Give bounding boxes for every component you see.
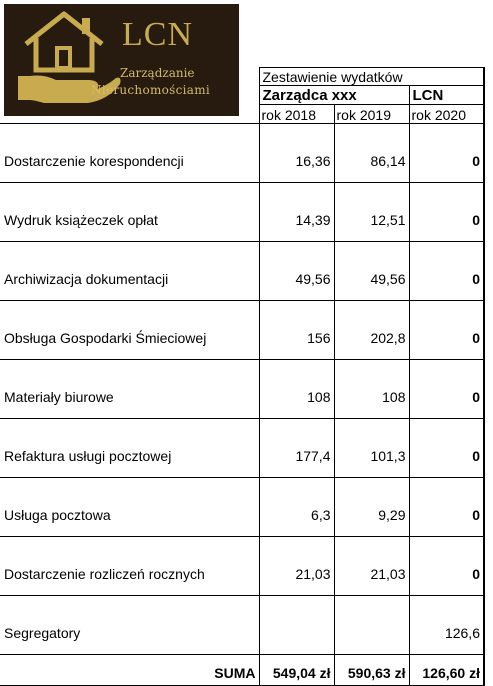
year-2018-header: rok 2018 bbox=[259, 105, 334, 124]
value-2019: 21,03 bbox=[334, 537, 409, 596]
group-current-manager: LCN bbox=[409, 86, 484, 105]
year-2019-header: rok 2019 bbox=[334, 105, 409, 124]
total-2019: 590,63 zł bbox=[334, 655, 409, 686]
table-row bbox=[0, 124, 484, 183]
row-label: Materiały biurowe bbox=[0, 360, 259, 419]
header-row-groups bbox=[0, 86, 484, 105]
row-label: Dostarczenie korespondencji bbox=[0, 124, 259, 183]
total-2018: 549,04 zł bbox=[259, 655, 334, 686]
table-row bbox=[0, 478, 484, 537]
value-2019: 12,51 bbox=[334, 183, 409, 242]
row-label: Refaktura usługi pocztowej bbox=[0, 419, 259, 478]
value-2019: 101,3 bbox=[334, 419, 409, 478]
value-2020: 0 bbox=[409, 124, 484, 183]
table-row bbox=[0, 419, 484, 478]
table-row bbox=[0, 596, 484, 655]
row-label: Usługa pocztowa bbox=[0, 478, 259, 537]
group-previous-manager: Zarządca xxx bbox=[259, 86, 409, 105]
expense-table bbox=[0, 67, 485, 686]
header-row-years bbox=[0, 105, 484, 124]
value-2020: 126,6 bbox=[409, 596, 484, 655]
year-2020-header: rok 2020 bbox=[409, 105, 484, 124]
header-row-title bbox=[0, 68, 484, 86]
value-2019: 49,56 bbox=[334, 242, 409, 301]
value-2018 bbox=[259, 596, 334, 655]
table-row bbox=[0, 301, 484, 360]
table-row bbox=[0, 183, 484, 242]
row-label: Wydruk książeczek opłat bbox=[0, 183, 259, 242]
table-row bbox=[0, 360, 484, 419]
table-row bbox=[0, 537, 484, 596]
value-2018: 156 bbox=[259, 301, 334, 360]
row-label: Segregatory bbox=[0, 596, 259, 655]
logo-title: LCN bbox=[122, 16, 193, 53]
value-2018: 21,03 bbox=[259, 537, 334, 596]
value-2019: 9,29 bbox=[334, 478, 409, 537]
value-2019: 86,14 bbox=[334, 124, 409, 183]
totals-label: SUMA bbox=[0, 655, 259, 686]
value-2018: 49,56 bbox=[259, 242, 334, 301]
value-2019: 108 bbox=[334, 360, 409, 419]
value-2020: 0 bbox=[409, 301, 484, 360]
value-2018: 108 bbox=[259, 360, 334, 419]
total-2020: 126,60 zł bbox=[409, 655, 484, 686]
value-2020: 0 bbox=[409, 183, 484, 242]
value-2018: 16,36 bbox=[259, 124, 334, 183]
value-2018: 6,3 bbox=[259, 478, 334, 537]
row-label: Archiwizacja dokumentacji bbox=[0, 242, 259, 301]
logo-subtitle-line1: Zarządzanie bbox=[120, 66, 195, 80]
value-2019 bbox=[334, 596, 409, 655]
value-2020: 0 bbox=[409, 242, 484, 301]
value-2019: 202,8 bbox=[334, 301, 409, 360]
row-label: Obsługa Gospodarki Śmieciowej bbox=[0, 301, 259, 360]
value-2020: 0 bbox=[409, 478, 484, 537]
value-2018: 14,39 bbox=[259, 183, 334, 242]
value-2020: 0 bbox=[409, 360, 484, 419]
summary-title: Zestawienie wydatków bbox=[259, 68, 484, 86]
logo-subtitle-line2: Nieruchomościami bbox=[91, 83, 211, 97]
value-2018: 177,4 bbox=[259, 419, 334, 478]
table-row bbox=[0, 242, 484, 301]
totals-row bbox=[0, 655, 484, 686]
value-2020: 0 bbox=[409, 537, 484, 596]
row-label: Dostarczenie rozliczeń rocznych bbox=[0, 537, 259, 596]
value-2020: 0 bbox=[409, 419, 484, 478]
